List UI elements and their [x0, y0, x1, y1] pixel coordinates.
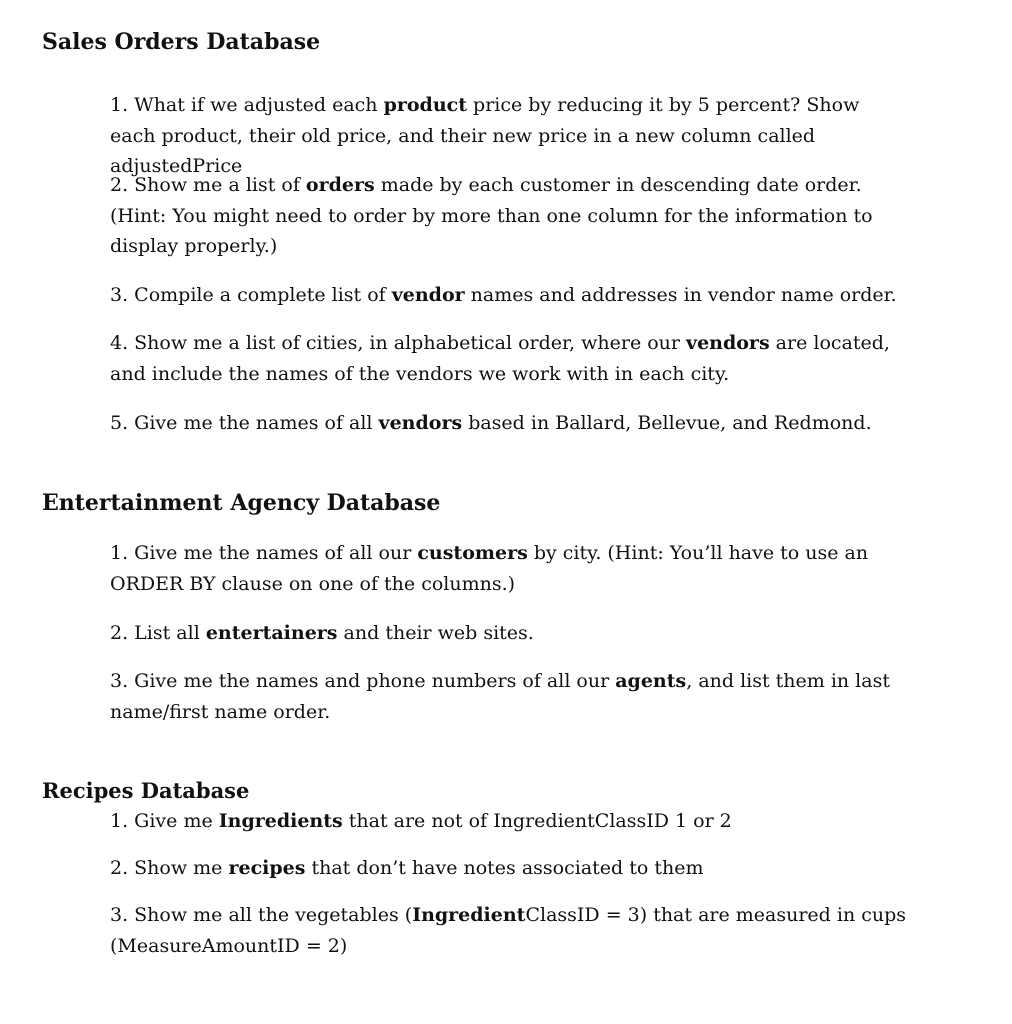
entertainment-question-3: 3. Give me the names and phone numbers of all our agents, and list them in last name/first name order. — [110, 670, 890, 723]
recipes-question-3: 3. Show me all the vegetables (IngredientClassID = 3) that are measured in cups (MeasureAmountID = 2) — [110, 904, 907, 957]
sales-question-5: 5. Give me the names of all vendors based in Ballard, Bellevue, and Redmond. — [110, 412, 872, 434]
sales-question-4: 4. Show me a list of cities, in alphabetical order, where our vendors are located, and include the names of the vendors we work with in each city. — [110, 332, 890, 385]
sales-question-1: 1. What if we adjusted each product price by reducing it by 5 percent? Show each product, their old price, and their new price in a new column called adjustedPrice — [110, 94, 860, 177]
section-title-recipes: Recipes Database — [42, 778, 250, 803]
recipes-question-1: 1. Give me Ingredients that are not of IngredientClassID 1 or 2 — [110, 810, 732, 832]
section-title-sales-orders: Sales Orders Database — [42, 29, 321, 55]
entertainment-question-2: 2. List all entertainers and their web sites. — [110, 622, 534, 644]
section-title-entertainment-agency: Entertainment Agency Database — [42, 490, 441, 516]
recipes-question-2: 2. Show me recipes that don’t have notes associated to them — [110, 857, 704, 879]
entertainment-question-1: 1. Give me the names of all our customers by city. (Hint: You’ll have to use an ORDER BY clause on one of the columns.) — [110, 542, 869, 595]
sales-question-3: 3. Compile a complete list of vendor names and addresses in vendor name order. — [110, 284, 897, 306]
sales-question-2: 2. Show me a list of orders made by each customer in descending date order. (Hint: You might need to order by more than one column for the information to display properly.) — [110, 174, 873, 257]
